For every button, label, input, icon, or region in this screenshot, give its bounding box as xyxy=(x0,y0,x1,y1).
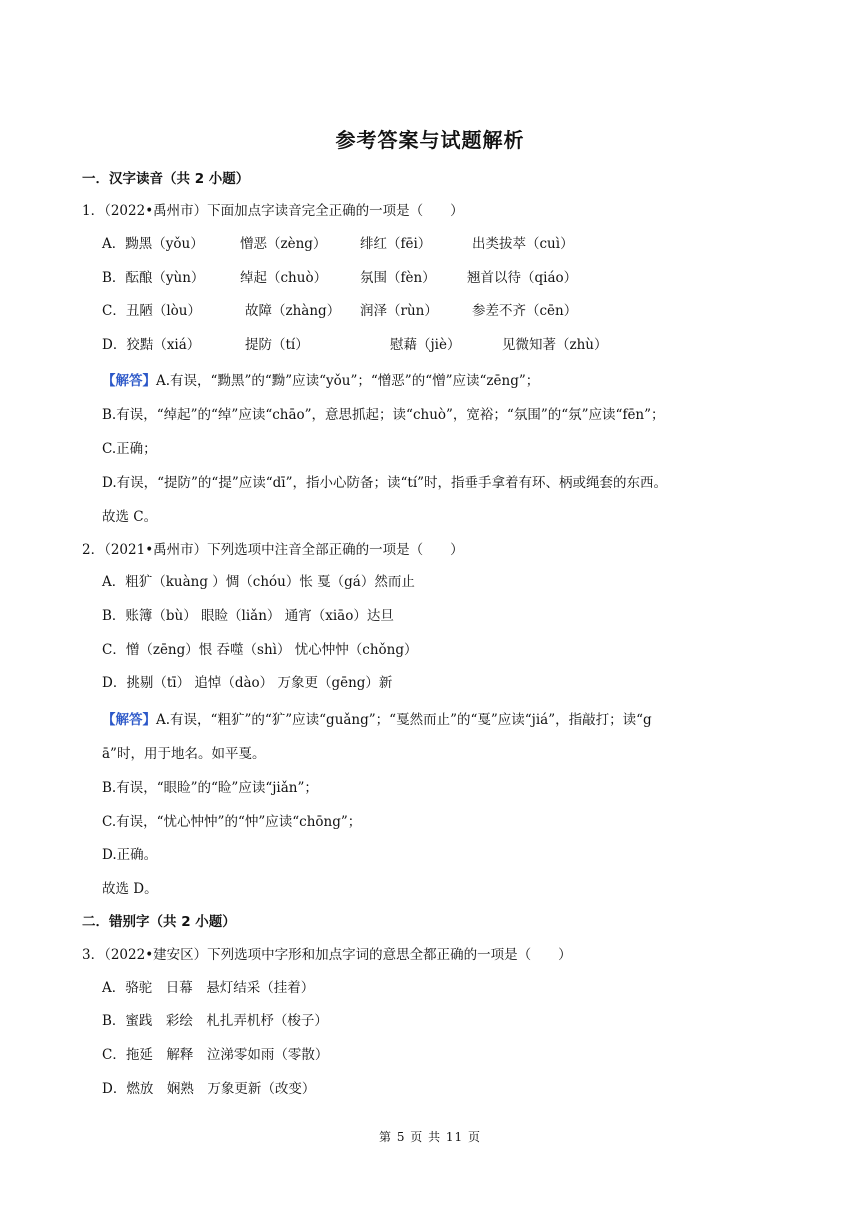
answer-text: A.有误，“黝黑”的“黝”应读“yǒu”；“憎恶”的“憎”应读“zēng”； xyxy=(156,373,540,389)
option-term: D．狡黠（xiá） xyxy=(102,337,201,353)
question-1-option-b xyxy=(102,269,577,287)
option-term: C．丑陋（lòu） xyxy=(102,303,201,319)
answer-text: A.有误，“粗犷”的“犷”应读“guǎng”；“戛然而止”的“戛”应读“jiá”，指敲打；读“g xyxy=(156,712,652,728)
question-2-option-c: C．憎（zēng）恨 吞噬（shì） 忧心忡忡（chǒng） xyxy=(102,642,418,658)
option-term: 故障（zhàng） xyxy=(245,303,341,319)
option-term: 润泽（rùn） xyxy=(360,303,438,319)
question-1-answer-choice: 故选 C。 xyxy=(102,509,158,525)
section-heading-typos: 二．错别字（共 2 小题） xyxy=(82,914,236,930)
answer-tag: 【解答】 xyxy=(102,712,156,728)
option-term: 翘首以待（qiáo） xyxy=(467,270,578,286)
option-term: 绯红（fēi） xyxy=(360,236,432,252)
question-2-answer-c: C.有误，“忧心忡忡”的“忡”应读“chōng”； xyxy=(102,814,362,830)
option-term: 绰起（chuò） xyxy=(240,270,328,286)
question-2-stem: 2．（2021•禹州市）下列选项中注音全部正确的一项是（ ） xyxy=(82,542,464,558)
option-term: 见微知著（zhù） xyxy=(502,337,608,353)
question-2-option-a: A．粗犷（kuàng ）惆（chóu）怅 戛（gá）然而止 xyxy=(102,574,415,590)
question-3-stem: 3．（2022•建安区）下列选项中字形和加点字词的意思全都正确的一项是（ ） xyxy=(82,947,572,963)
section-heading-pronunciation: 一．汉字读音（共 2 小题） xyxy=(82,171,250,187)
page-title: 参考答案与试题解析 xyxy=(335,128,525,152)
option-term: 出类拔萃（cuì） xyxy=(472,236,574,252)
page-footer: 第 5 页 共 11 页 xyxy=(379,1130,481,1144)
question-2-answer-b: B.有误，“眼睑”的“睑”应读“jiǎn”； xyxy=(102,780,318,796)
question-1-answer-c: C.正确； xyxy=(102,441,157,457)
option-term: 参差不齐（cēn） xyxy=(472,303,578,319)
option-term: A．黝黑（yǒu） xyxy=(102,236,204,252)
question-3-option-a: A．骆驼 日幕 悬灯结采（挂着） xyxy=(102,980,315,996)
question-2-answer-line xyxy=(102,711,652,729)
option-term: B．酝酿（yùn） xyxy=(102,270,205,286)
option-term: 提防（tí） xyxy=(245,337,309,353)
question-1-answer-b: B.有误，“绰起”的“绰”应读“chāo”，意思抓起；读“chuò”，宽裕；“氛围”的“氛”应读“fēn”； xyxy=(102,407,665,423)
question-3-option-b: B．蜜践 彩绘 札扎弄机杼（梭子） xyxy=(102,1013,328,1029)
question-3-option-d: D．燃放 娴熟 万象更新（改变） xyxy=(102,1081,316,1097)
option-term: 憎恶（zèng） xyxy=(240,236,327,252)
question-1-option-d xyxy=(102,336,608,354)
question-1-answer-line xyxy=(102,372,539,390)
question-3-option-c: C．拖延 解释 泣涕零如雨（零散） xyxy=(102,1047,329,1063)
answer-tag: 【解答】 xyxy=(102,373,156,389)
question-2-option-d: D．挑剔（tī） 追悼（dào） 万象更（gēng）新 xyxy=(102,675,393,691)
question-1-answer-d: D.有误，“提防”的“提”应读“dī”，指小心防备；读“tí”时，指垂手拿着有环、柄或绳套的东西。 xyxy=(102,475,668,491)
question-2-answer-d: D.正确。 xyxy=(102,847,158,863)
question-2-answer-choice: 故选 D。 xyxy=(102,881,158,897)
question-2-option-b: B．账簿（bù） 眼睑（liǎn） 通宵（xiāo）达旦 xyxy=(102,608,394,624)
option-term: 氛围（fèn） xyxy=(360,270,436,286)
question-1-stem: 1．（2022•禹州市）下面加点字读音完全正确的一项是（ ） xyxy=(82,203,464,219)
question-1-option-a xyxy=(102,235,574,253)
option-term: 慰藉（jiè） xyxy=(390,337,461,353)
question-2-answer-a-cont: ā”时，用于地名。如平戛。 xyxy=(102,746,266,762)
question-1-option-c xyxy=(102,302,577,320)
